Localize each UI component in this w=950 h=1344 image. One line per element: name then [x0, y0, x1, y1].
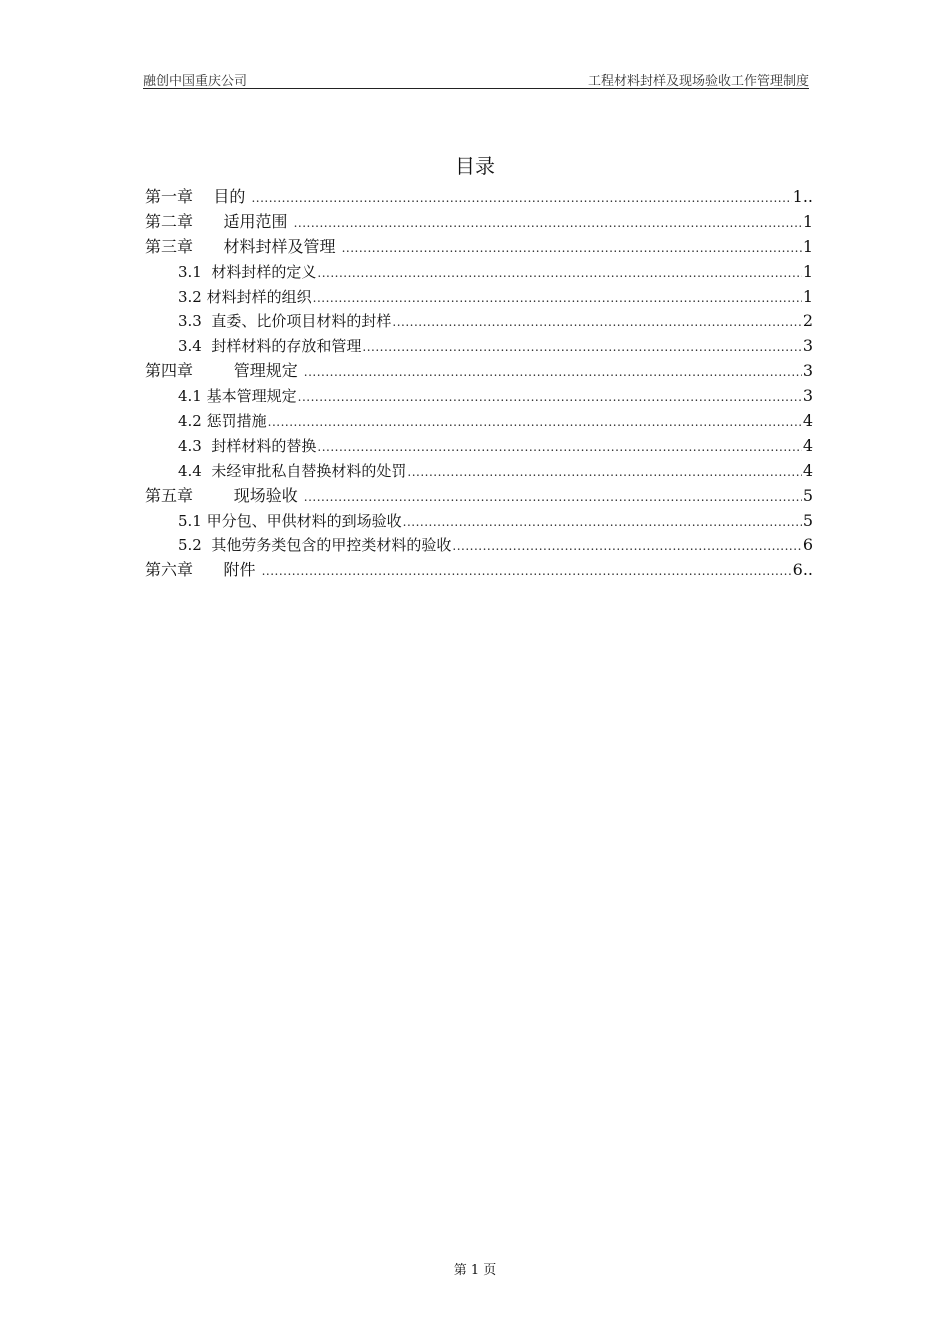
toc-section-entry[interactable]: [145, 459, 813, 484]
toc-section-entry[interactable]: [145, 285, 813, 310]
toc-chapter-entry[interactable]: [145, 484, 813, 509]
table-of-contents: [145, 185, 813, 583]
toc-chapter-entry[interactable]: [145, 185, 813, 210]
toc-entry-label: 4.1 基本管理规定: [178, 387, 297, 406]
toc-entry-page: 5: [802, 510, 813, 530]
toc-entry-label: 5.2 其他劳务类包含的甲控类材料的验收: [178, 536, 452, 555]
toc-dot-leader: [317, 261, 801, 286]
toc-section-entry[interactable]: [145, 409, 813, 434]
toc-dot-leader: [392, 310, 801, 335]
toc-entry-page: 4: [802, 435, 813, 455]
toc-dot-leader: [403, 510, 802, 535]
toc-entry-page: 6..: [792, 560, 813, 580]
toc-dot-leader: [268, 410, 802, 435]
toc-entry-label: 5.1 甲分包、甲供材料的到场验收: [178, 511, 402, 530]
toc-entry-label: 第一章 目的: [145, 187, 251, 206]
toc-dot-leader: [452, 534, 801, 559]
toc-dot-leader: [294, 211, 802, 236]
toc-entry-label: 3.2 材料封样的组织: [178, 287, 312, 306]
toc-entry-label: 3.4 封样材料的存放和管理: [178, 337, 362, 356]
toc-dot-leader: [342, 236, 802, 261]
toc-entry-page: 4: [802, 411, 813, 431]
toc-entry-page: 6: [802, 535, 813, 555]
toc-chapter-entry[interactable]: [145, 359, 813, 384]
toc-entry-page: 4: [802, 460, 813, 480]
toc-entry-label: 第五章 现场验收: [145, 485, 303, 505]
toc-dot-leader: [362, 335, 801, 360]
page-header: [143, 70, 809, 89]
toc-title: 目录: [455, 154, 495, 178]
toc-entry-label: 3.3 直委、比价项目材料的封样: [178, 312, 392, 331]
toc-entry-page: 1: [802, 236, 813, 256]
toc-entry-page: 1: [802, 286, 813, 306]
header-company: 融创中国重庆公司: [143, 74, 248, 89]
toc-dot-leader: [313, 286, 802, 311]
toc-entry-label: 4.4 未经审批私自替换材料的处罚: [178, 461, 407, 480]
toc-dot-leader: [298, 385, 802, 410]
toc-section-entry[interactable]: [145, 260, 813, 285]
toc-dot-leader: [304, 360, 802, 385]
header-document-title: 工程材料封样及现场验收工作管理制度: [587, 74, 809, 89]
toc-section-entry[interactable]: [145, 384, 813, 409]
toc-entry-label: 4.3 封样材料的替换: [178, 436, 317, 455]
toc-section-entry[interactable]: [145, 509, 813, 534]
toc-entry-page: 2: [802, 311, 813, 331]
toc-entry-page: 1..: [792, 187, 813, 206]
toc-entry-label: 第六章 附件: [145, 560, 261, 580]
toc-chapter-entry[interactable]: [145, 235, 813, 260]
toc-entry-page: 3: [802, 361, 813, 381]
toc-entry-label: 第二章 适用范围: [145, 211, 293, 231]
page-number: 第 1 页: [453, 1263, 497, 1278]
toc-entry-page: 1: [802, 211, 813, 231]
toc-entry-label: 4.2 惩罚措施: [178, 412, 267, 431]
toc-section-entry[interactable]: [145, 309, 813, 334]
toc-dot-leader: [407, 460, 801, 485]
toc-entry-page: 5: [802, 485, 813, 505]
toc-dot-leader: [262, 559, 792, 584]
toc-entry-page: 3: [802, 336, 813, 356]
toc-dot-leader: [251, 186, 791, 211]
toc-section-entry[interactable]: [145, 434, 813, 459]
toc-dot-leader: [317, 435, 801, 460]
toc-entry-label: 第三章 材料封样及管理: [145, 236, 341, 256]
toc-section-entry[interactable]: [145, 533, 813, 558]
toc-entry-label: 3.1 材料封样的定义: [178, 262, 317, 281]
toc-chapter-entry[interactable]: [145, 558, 813, 583]
toc-chapter-entry[interactable]: [145, 210, 813, 235]
toc-entry-page: 1: [802, 261, 813, 281]
toc-section-entry[interactable]: [145, 334, 813, 359]
toc-entry-page: 3: [802, 386, 813, 406]
toc-dot-leader: [304, 485, 802, 510]
toc-entry-label: 第四章 管理规定: [145, 361, 303, 381]
